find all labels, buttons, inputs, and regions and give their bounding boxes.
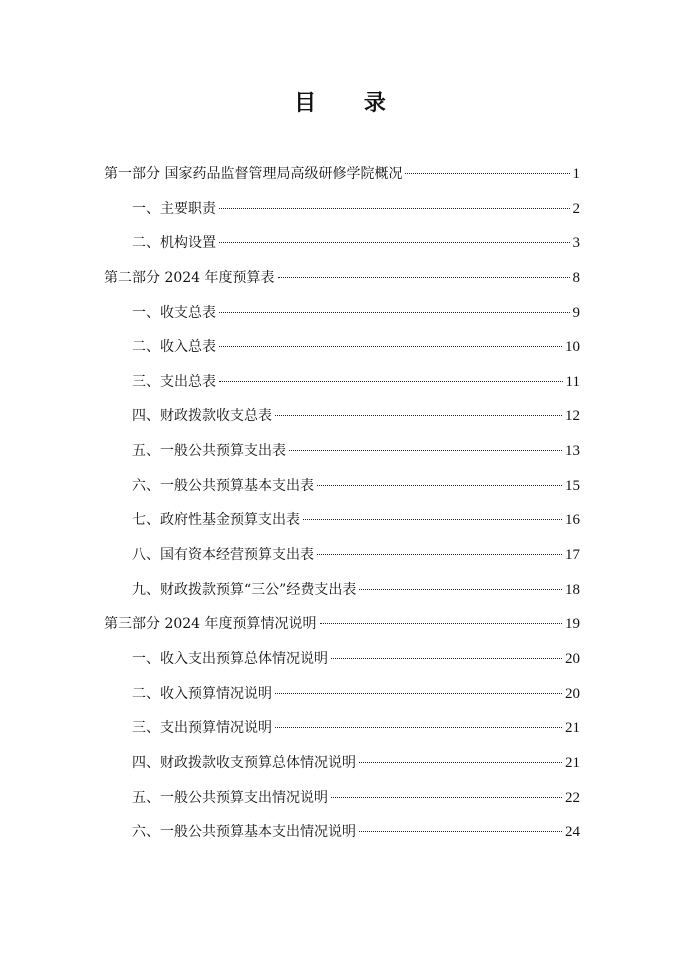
toc-entry[interactable]: [104, 299, 580, 334]
toc-leader-dots: [219, 381, 563, 382]
toc-entry-page: 17: [565, 547, 580, 564]
toc-entry-text: 二、机构设置: [132, 235, 216, 252]
toc-leader-dots: [275, 727, 562, 728]
toc-entry-text: 七、政府性基金预算支出表: [132, 512, 300, 529]
toc-entry[interactable]: [104, 749, 580, 784]
toc-entry-text: 五、一般公共预算支出情况说明: [132, 789, 328, 806]
toc-entry-page: 12: [565, 408, 580, 425]
toc-entry[interactable]: [104, 680, 580, 715]
toc-leader-dots: [331, 797, 562, 798]
toc-entry-page: 9: [572, 304, 580, 321]
toc-entry-text: 六、一般公共预算基本支出情况说明: [132, 824, 356, 841]
toc-entry[interactable]: [104, 472, 580, 507]
toc-leader-dots: [320, 623, 562, 624]
toc-leader-dots: [405, 173, 569, 174]
toc-entry[interactable]: [104, 610, 580, 645]
toc-entry-text: 九、财政拨款预算“三公”经费支出表: [132, 581, 357, 598]
toc-entry[interactable]: [104, 160, 580, 195]
toc-entry-page: 13: [565, 443, 580, 460]
toc-leader-dots: [331, 658, 562, 659]
toc-leader-dots: [219, 208, 570, 209]
toc-entry-text: 二、收入预算情况说明: [132, 685, 272, 702]
toc-leader-dots: [289, 450, 562, 451]
toc-entry-page: 11: [565, 373, 580, 390]
toc-entry-text: 一、主要职责: [132, 200, 216, 217]
toc-entry-text: 第一部分 国家药品监督管理局高级研修学院概况: [104, 166, 403, 182]
toc-leader-dots: [275, 415, 562, 416]
toc-leader-dots: [359, 831, 562, 832]
toc-entry[interactable]: [104, 333, 580, 368]
toc-entry[interactable]: [104, 576, 580, 611]
table-of-contents: [104, 160, 580, 853]
toc-entry-page: 10: [565, 339, 580, 356]
toc-entry[interactable]: [104, 229, 580, 264]
toc-entry-page: 1: [572, 166, 580, 182]
toc-entry-page: 22: [565, 789, 580, 806]
toc-leader-dots: [317, 554, 562, 555]
toc-entry-page: 2: [572, 200, 580, 217]
toc-entry[interactable]: [104, 506, 580, 541]
toc-entry[interactable]: [104, 437, 580, 472]
toc-leader-dots: [278, 277, 570, 278]
toc-entry-page: 24: [565, 824, 580, 841]
toc-leader-dots: [219, 312, 570, 313]
toc-entry-page: 20: [565, 650, 580, 667]
toc-entry[interactable]: [104, 645, 580, 680]
toc-entry-text: 二、收入总表: [132, 339, 216, 356]
toc-leader-dots: [359, 762, 562, 763]
toc-entry-page: 18: [565, 581, 580, 598]
toc-entry-page: 19: [565, 616, 580, 633]
toc-entry[interactable]: [104, 195, 580, 230]
toc-entry-text: 三、支出预算情况说明: [132, 720, 272, 737]
toc-entry-page: 20: [565, 685, 580, 702]
toc-entry-text: 八、国有资本经营预算支出表: [132, 547, 314, 564]
toc-entry-page: 8: [572, 269, 580, 286]
toc-entry-text: 四、财政拨款收支预算总体情况说明: [132, 754, 356, 771]
toc-entry[interactable]: [104, 541, 580, 576]
toc-entry-text: 第二部分 2024 年度预算表: [104, 269, 275, 286]
toc-entry-text: 一、收支总表: [132, 304, 216, 321]
toc-entry[interactable]: [104, 784, 580, 819]
toc-entry[interactable]: [104, 818, 580, 853]
toc-leader-dots: [359, 589, 562, 590]
toc-leader-dots: [303, 519, 562, 520]
toc-leader-dots: [275, 693, 562, 694]
toc-entry-page: 3: [572, 235, 580, 252]
toc-entry[interactable]: [104, 402, 580, 437]
toc-entry[interactable]: [104, 714, 580, 749]
toc-entry-page: 15: [565, 477, 580, 494]
toc-leader-dots: [219, 346, 562, 347]
toc-leader-dots: [317, 485, 562, 486]
toc-leader-dots: [219, 242, 570, 243]
toc-entry-page: 16: [565, 512, 580, 529]
toc-entry-text: 五、一般公共预算支出表: [132, 443, 286, 460]
toc-entry-text: 六、一般公共预算基本支出表: [132, 477, 314, 494]
toc-entry[interactable]: [104, 264, 580, 299]
toc-entry-text: 四、财政拨款收支总表: [132, 408, 272, 425]
toc-entry-page: 21: [565, 754, 580, 771]
toc-entry[interactable]: [104, 368, 580, 403]
toc-entry-page: 21: [565, 720, 580, 737]
toc-entry-text: 三、支出总表: [132, 373, 216, 390]
page-title: 目 录: [294, 90, 406, 116]
toc-entry-text: 第三部分 2024 年度预算情况说明: [104, 616, 317, 633]
toc-entry-text: 一、收入支出预算总体情况说明: [132, 650, 328, 667]
